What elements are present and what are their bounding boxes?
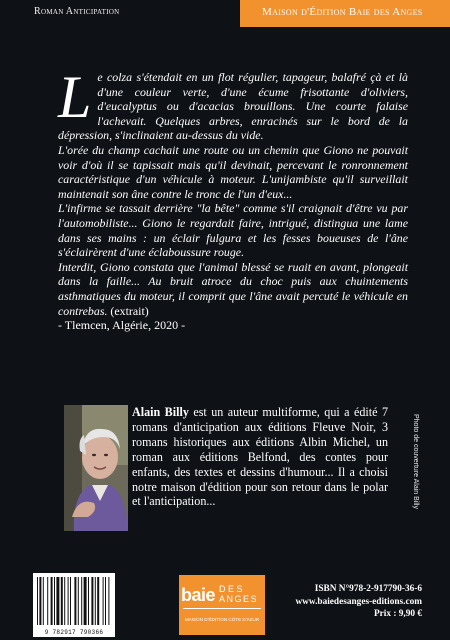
barcode-number: 9 782917 790366 (44, 629, 104, 636)
author-photo (64, 405, 128, 531)
isbn-barcode (33, 573, 115, 637)
excerpt-paragraph-4 (58, 260, 408, 318)
photo-credit: Photo de couverture Alain Billy (412, 414, 419, 509)
publisher-name: Maison d'Édition Baie des Anges (262, 6, 423, 18)
author-portrait-image (64, 405, 128, 531)
publisher-tab (240, 0, 450, 27)
isbn-text: ISBN N°978-2-917790-36-6 (314, 584, 422, 594)
excerpt-location: - Tlemcen, Algérie, 2020 - (58, 318, 186, 333)
author-name: Alain Billy (132, 405, 189, 419)
author-bio (132, 405, 388, 509)
website-text: www.baiedesanges-editions.com (295, 596, 422, 607)
book-excerpt (58, 64, 408, 333)
excerpt-paragraph-3: L'infirme se tassait derrière "la bête" comme s'il craignait d'être vu par l'automobiliste... Giono le regardait faire, intrigué, distingua une lame dans ses mains : un éclair fulgura et les fesses boueuses de l'âne s'éclairèrent d'une éclaboussure rouge. (58, 201, 408, 260)
logo-divider (183, 608, 261, 609)
excerpt-paragraph-4-text: Interdit, Giono constata que l'animal blessé se ruait en avant, plongeait dans la faille... Au bruit atroce du choc puis aux chuintements asthmatiques du moteur, il comprit que l'âne avait percuté le véhicule en contrebas. (58, 259, 408, 318)
barcode-bars (33, 573, 115, 627)
publication-info (286, 583, 422, 621)
top-bar (0, 0, 450, 30)
genre-label: Roman Anticipation (34, 6, 120, 17)
publisher-logo (179, 575, 265, 635)
logo-word-des: DES (219, 584, 246, 594)
excerpt-tag: (extrait) (110, 303, 149, 318)
logo-tagline: MAISON D'ÉDITION CÔTE D'AZUR (184, 617, 260, 622)
excerpt-paragraph-1: e colza s'étendait en un flot régulier, tapageur, balafré çà et là d'une couleur verte, d'une écume frisottante d'oliviers, d'eucalyptus ou d'acacias brouillons. Une courte falaise l'achevait. Quelques arbres, enracinés sur le bord de la dépression, s'inclinaient au-dessus du vide. (58, 70, 408, 143)
logo-word-baie: baie (181, 585, 216, 605)
drop-cap: L (58, 64, 92, 130)
author-bio-text: est un auteur multiforme, qui a édité 7 romans d'anticipation aux éditions Fleuve Noir, 3 romans historiques aux éditions Albin Michel, un roman aux éditions Belfond, des contes pour enfants, des textes et dessins d'humour... Il a choisi notre maison d'édition pour son retour dans le polar et l'anticipation... (132, 405, 388, 509)
logo-word-anges: ANGES (219, 594, 259, 604)
price-text: Prix : 9,90 € (373, 609, 422, 620)
excerpt-paragraph-2: L'orée du champ cachait une route ou un chemin que Giono ne pouvait voir d'où il se tapissait mais qu'il devinait, percevant le ronronnement caractéristique d'un véhicule à moteur. L'unijambiste qu'il surveillait maintenait son âne contre le tronc de l'un d'eux... (58, 142, 408, 201)
